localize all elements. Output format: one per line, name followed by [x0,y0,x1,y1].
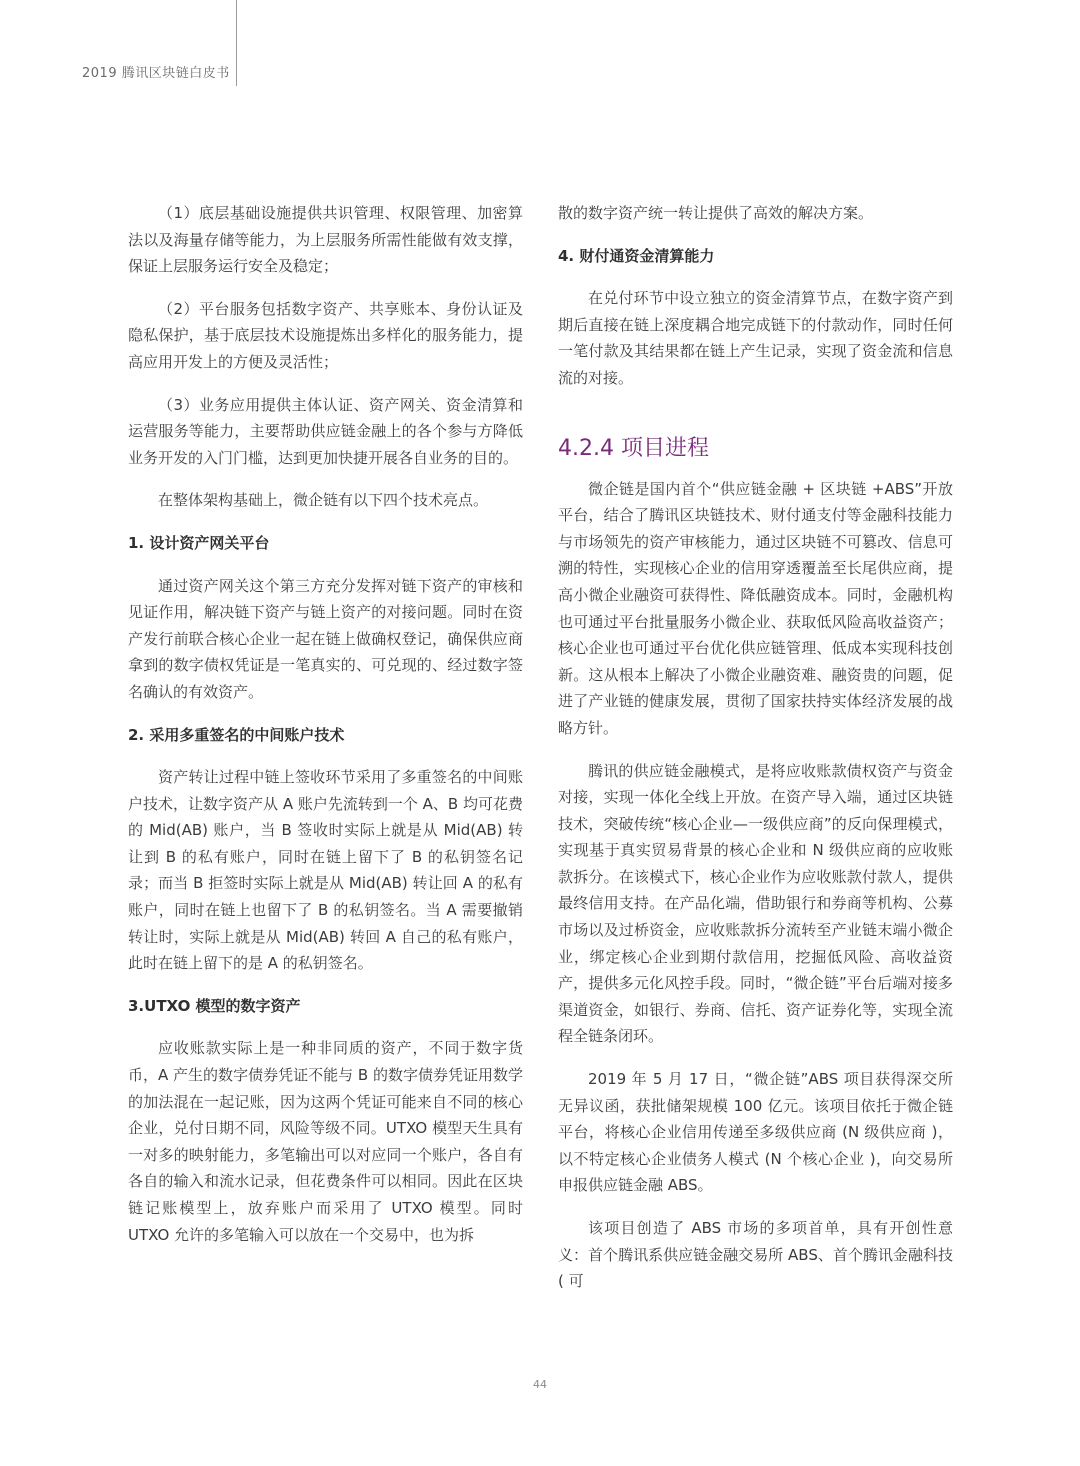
paragraph-multisig-account: 资产转让过程中链上签收环节采用了多重签名的中间账户技术，让数字资产从 A 账户先流转到一个 A、B 均可花费的 Mid(AB) 账户，当 B 签收时实际上就是从 Mid(AB) 转让到 B 的私有账户，同时在链上留下了 B 的私钥签名记录；而当 B 拒签时实际上就是从 Mid(AB) 转让回 A 的私有账户，同时在链上也留下了 B 的私钥签名。当 A 需要撤销转让时，实际上就是从 Mid(AB) 转回 A 自己的私有账户，此时在链上留下的是 A 的私钥签名。 [128,768,523,973]
paragraph-utxo-model: 应收账款实际上是一种非同质的资产，不同于数字货币，A 产生的数字债券凭证不能与 B 的数字债券凭证用数学的加法混在一起记账，因为这两个凭证可能来自不同的核心企业，兑付日期不同，风险等级不同。UTXO 模型天生具有一对多的映射能力，多笔输出可以对应同一个账户，各自有各自的输入和流水记录，但花费条件可以相同。因此在区块链记账模型上，放弃账户而采用了 UTXO 模型。同时 UTXO 允许的多笔输入可以放在一个交易中，也为拆 [128,1039,523,1244]
running-header-title: 2019 腾讯区块链白皮书 [82,66,230,81]
paragraph-business-applications: （3）业务应用提供主体认证、资产网关、资金清算和运营服务等能力，主要帮助供应链金融上的各个参与方降低业务开发的入门门槛，达到更加快捷开展各自业务的目的。 [128,395,523,467]
subheading-tenpay-clearing: 4. 财付通资金清算能力 [558,246,715,265]
section-heading-project-progress: 4.2.4 项目进程 [558,435,709,461]
paragraph-tenpay-clearing: 在兑付环节中设立独立的资金清算节点，在数字资产到期后直接在链上深度耦合地完成链下的付款动作，同时任何一笔付款及其结果都在链上产生记录，实现了资金流和信息流的对接。 [558,289,953,387]
page-number: 44 [533,1378,547,1391]
paragraph-platform-services: （2）平台服务包括数字资产、共享账本、身份认证及隐私保护，基于底层技术设施提炼出多样化的服务能力，提高应用开发上的方便及灵活性； [128,299,523,371]
paragraph-asset-gateway: 通过资产网关这个第三方充分发挥对链下资产的审核和见证作用，解决链下资产与链上资产的对接问题。同时在资产发行前联合核心企业一起在链上做确权登记，确保供应商拿到的数字债权凭证是一笔真实的、可兑现的、经过数字签名确认的有效资产。 [128,576,523,701]
left-column [128,200,523,1264]
subheading-multisig-account: 2. 采用多重签名的中间账户技术 [128,725,345,744]
subheading-asset-gateway: 1. 设计资产网关平台 [128,533,270,552]
paragraph-infrastructure-layer: （1）底层基础设施提供共识管理、权限管理、加密算法以及海量存储等能力，为上层服务所需性能做有效支撑，保证上层服务运行安全及稳定； [128,204,523,276]
header-divider [236,0,237,86]
right-column [558,200,953,1311]
subheading-utxo-model: 3.UTXO 模型的数字资产 [128,996,301,1015]
paragraph-abs-firsts: 该项目创造了 ABS 市场的多项首单，具有开创性意义：首个腾讯系供应链金融交易所 ABS、首个腾讯金融科技 ( 可 [558,1219,953,1291]
paragraph-abs-approval: 2019 年 5 月 17 日，“微企链”ABS 项目获得深交所无异议函，获批储架规模 100 亿元。该项目依托于微企链平台，将核心企业信用传递至多级供应商 (N 级供应商 )，以不特定核心企业债务人模式 (N 个核心企业 )，向交易所申报供应链金融 ABS。 [558,1070,953,1195]
paragraph-supply-chain-model: 腾讯的供应链金融模式，是将应收账款债权资产与资金对接，实现一体化全线上开放。在资产导入端，通过区块链技术，突破传统“核心企业—一级供应商”的反向保理模式，实现基于真实贸易背景的核心企业和 N 级供应商的应收账款拆分。在该模式下，核心企业作为应收账款付款人，提供最终信用支持。在产品化端，借助银行和券商等机构、公募市场以及过桥资金，应收账款拆分流转至产业链末端小微企业，绑定核心企业到期付款信用，挖掘低风险、高收益资产，提供多元化风控手段。同时，“微企链”平台后端对接多渠道资金，如银行、券商、信托、资产证券化等，实现全流程全链条闭环。 [558,761,953,1046]
paragraph-tech-highlights-intro: 在整体架构基础上，微企链有以下四个技术亮点。 [158,491,489,510]
paragraph-utxo-continued: 散的数字资产统一转让提供了高效的解决方案。 [558,204,874,222]
paragraph-weiqilian-platform: 微企链是国内首个“供应链金融 + 区块链 +ABS”开放平台，结合了腾讯区块链技术、财付通支付等金融科技能力与市场领先的资产审核能力，通过区块链不可篡改、信息可溯的特性，实现核心企业的信用穿透覆盖至长尾供应商，提高小微企业融资可获得性、降低融资成本。同时，金融机构也可通过平台批量服务小微企业、获取低风险高收益资产；核心企业也可通过平台优化供应链管理、低成本实现科技创新。这从根本上解决了小微企业融资难、融资贵的问题，促进了产业链的健康发展，贯彻了国家扶持实体经济发展的战略方针。 [558,479,953,737]
